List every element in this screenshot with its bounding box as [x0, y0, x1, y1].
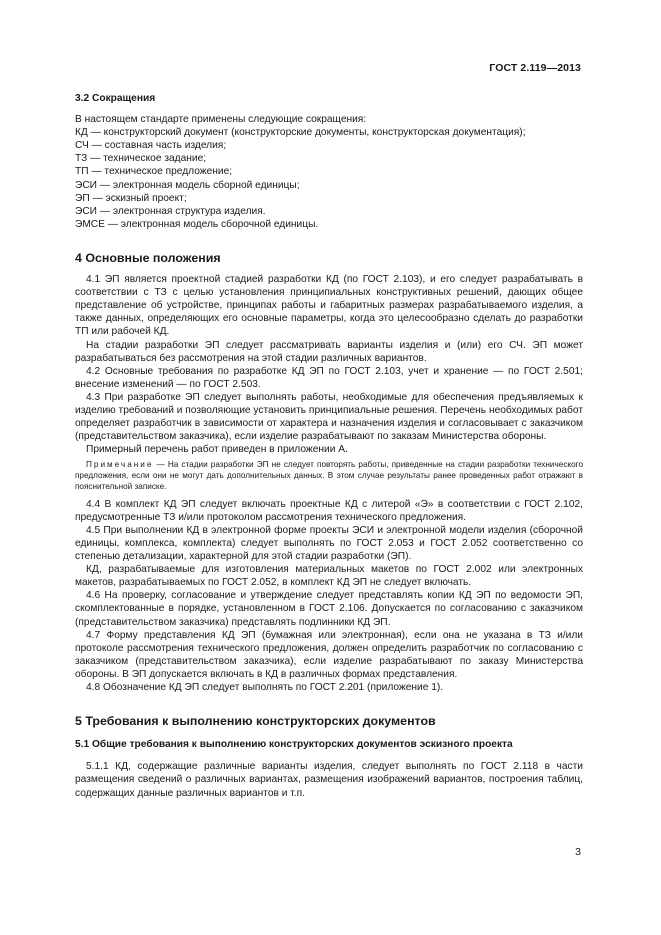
paragraph: 4.4 В комплект КД ЭП следует включать проектные КД с литерой «Э» в соответствии с ГОСТ 2.102, предусмотренные ТЗ и/или протоколом рассмотрения технического предложения.	[75, 498, 583, 523]
list-item: ЭСИ — электронная модель сборной единицы;	[75, 179, 300, 191]
abbr-intro: В настоящем стандарте применены следующие сокращения:	[75, 114, 367, 126]
paragraph: Примерный перечень работ приведен в приложении А.	[86, 444, 348, 456]
paragraph: 4.7 Форму представления КД ЭП (бумажная или электронная), если она не указана в ТЗ и/или протоколе рассмотрения технического предложения, должен определить разработчик по согласованию с заказчиком (представительством заказчика), если изделие разрабатывают по заказу Министерства обороны. В ЭП допускается включать в КД в различных формах представления.	[75, 629, 583, 680]
paragraph: 4.5 При выполнении КД в электронной форме проекты ЭСИ и электронной модели изделия (сборочной единицы, комплекса, комплекта) следует выполнять по ГОСТ 2.053 и ГОСТ 2.052 соответственно со степенью детализации, характерной для этой стадии разработки (ЭП).	[75, 524, 583, 563]
paragraph: На стадии разработки ЭП следует рассматривать варианты изделия и (или) его СЧ. ЭП может разрабатываться без рассмотрения на этой стадии различных вариантов.	[75, 339, 583, 364]
page-content	[75, 92, 583, 800]
section-5-heading: 5 Требования к выполнению конструкторских документов	[75, 714, 436, 729]
note-text: — На стадии разработки ЭП не следует повторять работы, приведенные на стадии разработки технического предложения, если они не могут дать дополнительных данных. В этом случае результаты ранее проведенных работ отражают в пояснительной записке.	[75, 460, 583, 491]
note-label: Примечание	[86, 460, 154, 470]
list-item: ТЗ — техническое задание;	[75, 153, 207, 165]
section-5-1-heading: 5.1 Общие требования к выполнению конструкторских документов эскизного проекта	[75, 739, 513, 751]
paragraph: 4.3 При разработке ЭП следует выполнять работы, необходимые для обеспечения предъявляемых к изделию требований и позволяющие установить принципиальные решения. Перечень необходимых работ определяет разработчик в зависимости от характера и назначения изделия и согласовывает с заказчиком (представительством заказчика), если изделие разрабатывают по заказам Министерства обороны.	[75, 391, 583, 443]
paragraph: 5.1.1 КД, содержащие различные варианты изделия, следует выполнять по ГОСТ 2.118 в части размещения сведений о различных вариантах, размещения изображений вариантов, построения таблиц, содержащих данные различных вариантов и т.п.	[75, 761, 583, 799]
list-item: ЭМСЕ — электронная модель сборочной единицы.	[75, 218, 319, 230]
list-item: СЧ — составная часть изделия;	[75, 140, 227, 152]
document-header: ГОСТ 2.119—2013	[489, 62, 581, 74]
section-4-heading: 4 Основные положения	[75, 250, 221, 265]
list-item: ЭП — эскизный проект;	[75, 192, 187, 204]
list-item: ТП — техническое предложение;	[75, 166, 233, 178]
paragraph: 4.1 ЭП является проектной стадией разработки КД (по ГОСТ 2.103), и его следует разрабатывать в соответствии с ТЗ с целью установления принципиальных конструктивных решений, дающих общее представление об устройстве, принципах работы и габаритных размерах разрабатываемого изделия, а также данных, определяющих его основные параметры, когда это целесообразно сделать до разработки ТП или рабочей КД.	[75, 274, 583, 338]
paragraph: 4.8 Обозначение КД ЭП следует выполнять по ГОСТ 2.201 (приложение 1).	[86, 682, 444, 694]
note	[75, 460, 583, 492]
paragraph: КД, разрабатываемые для изготовления материальных макетов по ГОСТ 2.002 или электронных макетов, разрабатываемых по ГОСТ 2.052, в комплект КД ЭП не следует включать.	[75, 564, 583, 589]
list-item: ЭСИ — электронная структура изделия.	[75, 205, 266, 217]
paragraph: 4.2 Основные требования по разработке КД ЭП по ГОСТ 2.103, учет и хранение — по ГОСТ 2.501; внесение изменений — по ГОСТ 2.503.	[75, 365, 583, 390]
page-number: 3	[575, 846, 581, 858]
section-3-2-heading: 3.2 Сокращения	[75, 93, 156, 104]
abbreviation-list	[75, 126, 583, 231]
list-item: КД — конструкторский документ (конструкторские документы, конструкторская документация);	[75, 127, 526, 139]
paragraph: 4.6 На проверку, согласование и утверждение следует представлять копии КД ЭП по ведомости ЭП, скомплектованные в порядке, установленном в ГОСТ 2.106. Допускается по согласованию с заказчиком (представительством заказчика) представлять подлинники КД ЭП.	[75, 590, 583, 628]
